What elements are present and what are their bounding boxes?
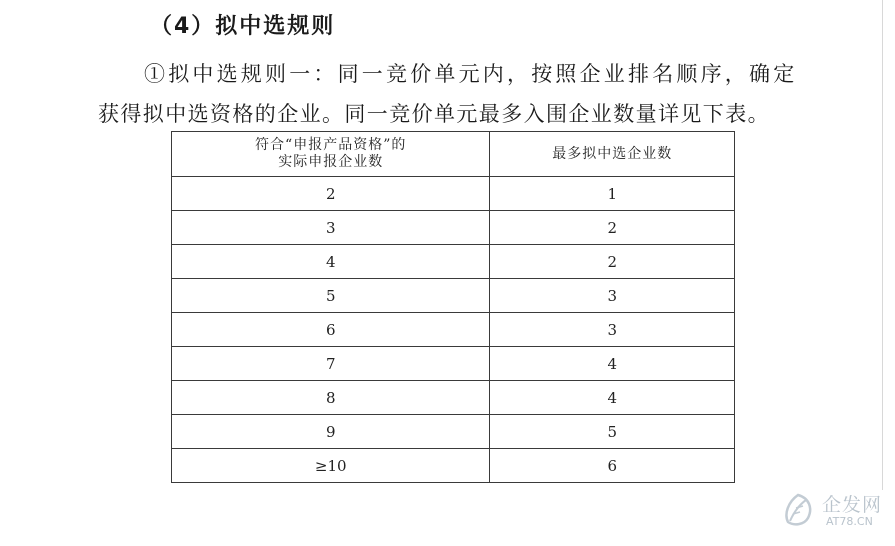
cell-applicants: 9	[172, 415, 490, 449]
header-applicants	[172, 132, 490, 177]
cell-max-selected: 4	[490, 347, 735, 381]
cell-max-selected: 1	[490, 177, 735, 211]
cell-applicants: 2	[172, 177, 490, 211]
cell-applicants: 4	[172, 245, 490, 279]
table-row	[172, 245, 735, 279]
cell-applicants: 7	[172, 347, 490, 381]
header-max-selected: 最多拟中选企业数	[490, 132, 735, 177]
selection-rules-table	[171, 131, 735, 483]
cell-applicants: 6	[172, 313, 490, 347]
table-row	[172, 313, 735, 347]
cell-max-selected: 5	[490, 415, 735, 449]
table-row	[172, 381, 735, 415]
table-row	[172, 211, 735, 245]
table-row	[172, 415, 735, 449]
watermark-text-en: AT78.CN	[826, 515, 873, 528]
page-edge-line	[882, 0, 883, 490]
watermark-text-cn: 企发网	[822, 494, 883, 516]
cell-applicants: 3	[172, 211, 490, 245]
header-applicants-line1: 符合“申报产品资格”的	[255, 137, 407, 153]
table-header-row	[172, 132, 735, 177]
cell-applicants: ≥10	[172, 449, 490, 483]
table-row	[172, 347, 735, 381]
cell-applicants: 8	[172, 381, 490, 415]
table-row	[172, 449, 735, 483]
cell-applicants: 5	[172, 279, 490, 313]
watermark	[780, 490, 890, 534]
paragraph-line-1: ①拟中选规则一：同一竞价单元内，按照企业排名顺序，确定	[144, 62, 798, 86]
header-applicants-line2: 实际申报企业数	[278, 154, 384, 170]
paragraph-line-2: 获得拟中选资格的企业。同一竞价单元最多入围企业数量详见下表。	[98, 102, 770, 126]
cell-max-selected: 2	[490, 245, 735, 279]
cell-max-selected: 4	[490, 381, 735, 415]
cell-max-selected: 2	[490, 211, 735, 245]
leaf-logo-icon	[780, 492, 816, 528]
cell-max-selected: 3	[490, 279, 735, 313]
section-heading: （4）拟中选规则	[150, 14, 336, 39]
cell-max-selected: 3	[490, 313, 735, 347]
cell-max-selected: 6	[490, 449, 735, 483]
table-row	[172, 279, 735, 313]
table-row	[172, 177, 735, 211]
